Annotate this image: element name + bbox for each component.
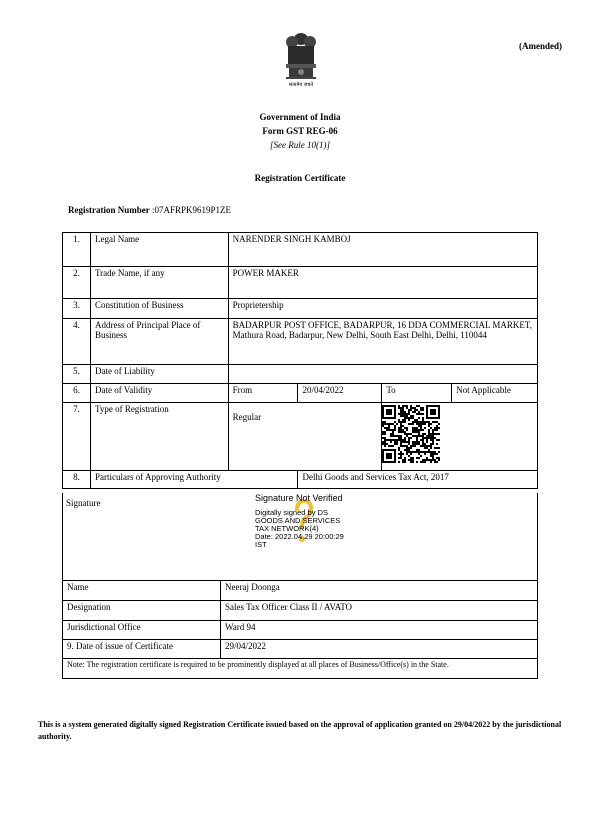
qr-cell <box>382 403 538 471</box>
table-row <box>63 233 538 267</box>
legal-name-value: NARENDER SINGH KAMBOJ <box>228 233 537 267</box>
row-number: 2. <box>63 267 91 299</box>
officer-value: 29/04/2022 <box>221 640 538 659</box>
signature-line: TAX NETWORK(4) <box>255 523 319 533</box>
trade-name-value: POWER MAKER <box>228 267 537 299</box>
digital-signature-stamp <box>255 493 344 548</box>
signature-status: Signature Not Verified <box>255 493 343 503</box>
registration-number-label: Registration Number <box>68 205 150 215</box>
signature-section <box>62 493 538 581</box>
table-row <box>63 299 538 319</box>
display-note: Note: The registration certificate is required to be prominently displayed at all places of Business/Office(s) in the State. <box>63 659 538 679</box>
officer-details-table <box>62 580 538 679</box>
row-label: Constitution of Business <box>90 299 228 319</box>
officer-label: Jurisdictional Office <box>63 621 221 640</box>
row-label: Particulars of Approving Authority <box>90 471 298 489</box>
table-row <box>63 267 538 299</box>
amended-label: (Amended) <box>519 41 562 51</box>
validity-from-label: From <box>228 384 298 403</box>
table-row <box>63 319 538 365</box>
validity-from-value: 20/04/2022 <box>298 384 382 403</box>
table-row <box>63 471 538 489</box>
registration-number-value: :07AFRPK9619P1ZE <box>152 205 232 215</box>
signature-line: IST <box>255 539 267 549</box>
approving-authority-value: Delhi Goods and Services Tax Act, 2017 <box>298 471 538 489</box>
row-label: Date of Liability <box>90 365 228 384</box>
table-row <box>63 384 538 403</box>
validity-to-value: Not Applicable <box>452 384 538 403</box>
row-number: 4. <box>63 319 91 365</box>
table-row <box>63 581 538 601</box>
signature-line: Date: 2022.04.29 20:00:29 <box>255 531 344 541</box>
officer-value: Neeraj Doonga <box>221 581 538 601</box>
row-label: Trade Name, if any <box>90 267 228 299</box>
footer-statement: This is a system generated digitally signed Registration Certificate issued based on the approval of application granted on 29/04/2022 by the jurisdictional authority. <box>38 720 562 741</box>
certificate-title: Registration Certificate <box>254 173 346 183</box>
rule-reference: [See Rule 10(1)] <box>270 140 330 150</box>
signature-label: Signature <box>66 498 101 508</box>
row-label: Date of Validity <box>90 384 228 403</box>
table-row <box>63 659 538 679</box>
officer-label: 9. Date of issue of Certificate <box>63 640 221 659</box>
signature-line: Digitally signed by DS <box>255 508 328 517</box>
officer-label: Designation <box>63 601 221 621</box>
registration-details-table <box>62 232 538 489</box>
officer-value: Sales Tax Officer Class II / AVATO <box>221 601 538 621</box>
table-row <box>63 403 538 471</box>
officer-label: Name <box>63 581 221 601</box>
row-number: 5. <box>63 365 91 384</box>
row-label: Address of Principal Place of Business <box>90 319 228 365</box>
row-number: 6. <box>63 384 91 403</box>
liability-value <box>228 365 537 384</box>
table-row <box>63 640 538 659</box>
row-label: Type of Registration <box>90 403 228 471</box>
validity-to-label: To <box>382 384 452 403</box>
registration-number <box>68 205 231 215</box>
row-number: 7. <box>63 403 91 471</box>
row-number: 3. <box>63 299 91 319</box>
constitution-value: Proprietership <box>228 299 537 319</box>
government-heading: Government of India <box>259 112 341 122</box>
table-row <box>63 365 538 384</box>
row-number: 1. <box>63 233 91 267</box>
form-heading: Form GST REG-06 <box>262 126 338 136</box>
table-row <box>63 601 538 621</box>
emblem-motto: सत्यमेव जयते <box>288 82 314 88</box>
address-value: BADARPUR POST OFFICE, BADARPUR, 16 DDA COMMERCIAL MARKET, Mathura Road, Badarpur, New Delhi, South East Delhi, Delhi, 110044 <box>228 319 537 365</box>
row-number: 8. <box>63 471 91 489</box>
registration-type-value: Regular <box>228 403 382 471</box>
officer-value: Ward 94 <box>221 621 538 640</box>
national-emblem <box>278 30 324 92</box>
row-label: Legal Name <box>90 233 228 267</box>
qr-code-icon <box>382 405 440 463</box>
signature-line: GOODS AND SERVICES <box>255 515 341 525</box>
table-row <box>63 621 538 640</box>
